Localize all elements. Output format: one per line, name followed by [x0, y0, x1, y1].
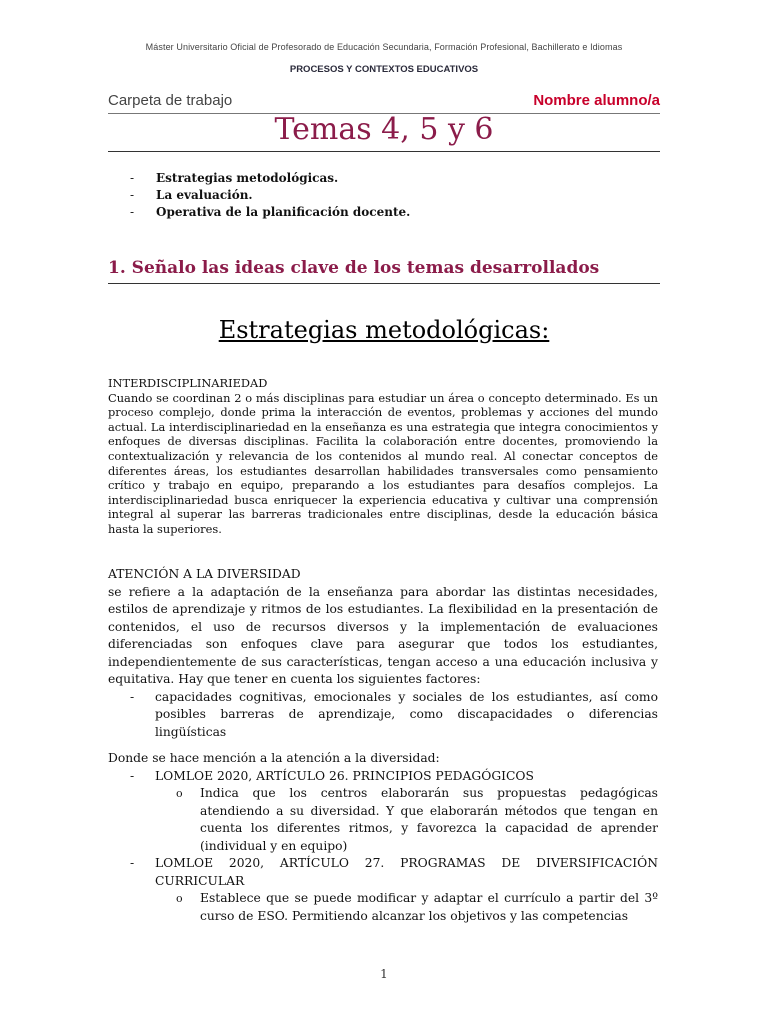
- section-heading: 1. Señalo las ideas clave de los temas desarrollados: [108, 258, 600, 278]
- list-item: - LOMLOE 2020, ARTÍCULO 27. PROGRAMAS DE DIVERSIFICACIÓN CURRICULAR: [130, 856, 658, 888]
- page-number: 1: [380, 967, 388, 981]
- interdisciplinariedad-heading: INTERDISCIPLINARIEDAD: [108, 376, 268, 390]
- list-item: o Establece que se puede modificar y adaptar el currículo a partir del 3º curso de ESO. Permitiendo alcanzar los objetivos y las competencias: [176, 891, 658, 923]
- main-heading: Estrategias metodológicas:: [218, 316, 550, 344]
- diversidad-heading: ATENCIÓN A LA DIVERSIDAD: [108, 567, 301, 581]
- diversidad-text: se refiere a la adaptación de la enseñanza para abordar las distintas necesidades, estilos de aprendizaje y ritmos de los estudiantes. La flexibilidad en la presentación de contenidos, el uso de recursos diversos y la implementación de evaluaciones diferenciadas son enfoques clave para asegurar que todos los estudiantes, independientemente de sus características, tengan acceso a una educación inclusiva y equitativa. Hay que tener en cuenta los siguientes factores:: [108, 584, 658, 686]
- title-divider: [108, 151, 660, 152]
- folder-row: [108, 92, 660, 114]
- topics-list: [130, 170, 410, 221]
- list-item: - Operativa de la planificación docente.: [130, 205, 411, 219]
- diversidad-factor: capacidades cognitivas, emocionales y sociales de los estudiantes, así como posibles barreras de aprendizaje, como discapacidades o diferencias lingüísticas: [155, 689, 658, 739]
- course-header: PROCESOS Y CONTEXTOS EDUCATIVOS: [289, 64, 479, 75]
- art26-title: LOMLOE 2020, ARTÍCULO 26. PRINCIPIOS PEDAGÓGICOS: [155, 768, 534, 783]
- mencion-intro: Donde se hace mención a la atención a la diversidad:: [108, 751, 440, 765]
- page-title: Temas 4, 5 y 6: [274, 112, 494, 147]
- art27-text: Establece que se puede modificar y adaptar el currículo a partir del 3º curso de ESO. Permitiendo alcanzar los objetivos y las competencias: [200, 891, 658, 923]
- diversidad-block: [108, 566, 658, 741]
- list-item: o Indica que los centros elaborarán sus propuestas pedagógicas atendiendo a su diversidad. Y que elaborarán métodos que tengan en cuenta los diferentes ritmos, y favorezca la capacidad de aprender (individual y en equipo): [176, 786, 658, 853]
- art26-text: Indica que los centros elaborarán sus propuestas pedagógicas atendiendo a su diversidad. Y que elaborarán métodos que tengan en cuenta los diferentes ritmos, y favorezca la capacidad de aprender (individual y en equipo): [200, 786, 658, 853]
- interdisciplinariedad-text: Cuando se coordinan 2 o más disciplinas para estudiar un área o concepto determinado. Es un proceso complejo, donde prima la interacción de eventos, problemas y acciones del mundo actual. La interdisciplinariedad en la enseñanza es una estrategia que integra conocimientos y enfoques de diversas disciplinas. Facilita la colaboración entre docentes, promoviendo la contextualización y relevancia de los contenidos al mundo real. Al conectar conceptos de diferentes áreas, los estudiantes desarrollan habilidades transversales como pensamiento crítico y trabajo en equipo, preparando a los estudiantes para desafíos complejos. La interdisciplinariedad busca enriquecer la experiencia educativa y cultivar una comprensión integral al superar las barreras tradicionales entre disciplinas, desde la educación básica hasta la superiores.: [108, 390, 658, 536]
- list-item: - Estrategias metodológicas.: [130, 171, 339, 185]
- list-item: - capacidades cognitivas, emocionales y sociales de los estudiantes, así como posibles barreras de aprendizaje, como discapacidades o diferencias lingüísticas: [130, 689, 658, 739]
- folder-label: Carpeta de trabajo: [108, 92, 233, 109]
- student-name-label: Nombre alumno/a: [533, 92, 660, 109]
- list-item: - La evaluación.: [130, 188, 253, 202]
- section-divider: [108, 283, 660, 284]
- interdisciplinariedad-block: [108, 376, 658, 537]
- university-header: Máster Universitario Oficial de Profesorado de Educación Secundaria, Formación Profesional, Bachillerato e Idiomas: [145, 42, 623, 52]
- art27-title: LOMLOE 2020, ARTÍCULO 27. PROGRAMAS DE DIVERSIFICACIÓN CURRICULAR: [155, 856, 658, 888]
- mencion-block: [108, 750, 658, 925]
- list-item: - LOMLOE 2020, ARTÍCULO 26. PRINCIPIOS PEDAGÓGICOS: [130, 768, 534, 783]
